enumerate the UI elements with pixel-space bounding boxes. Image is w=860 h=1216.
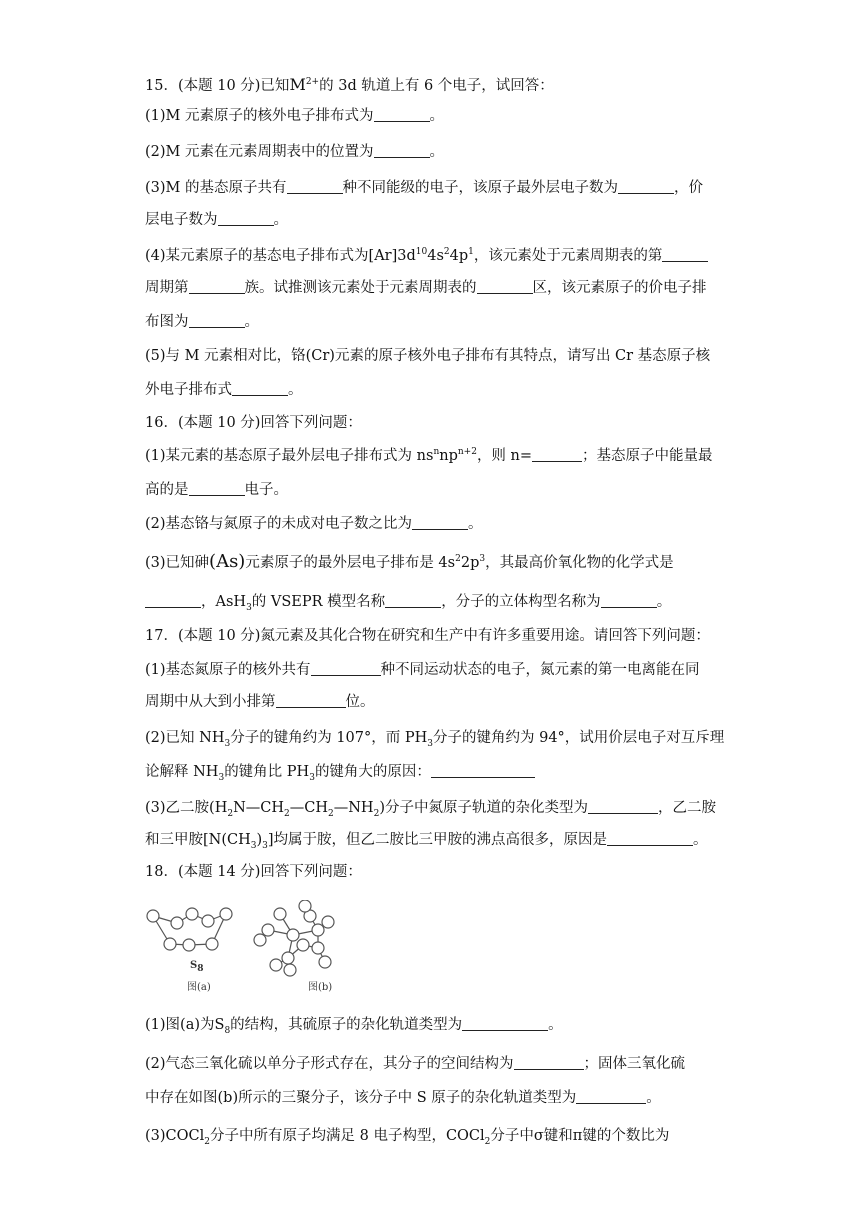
text: (1)图(a)为S — [145, 1017, 225, 1033]
fig-b-caption: 图(b) — [308, 982, 333, 993]
subscript: 8 — [197, 964, 204, 974]
q15-part5-line1 — [145, 346, 710, 366]
superscript: 3 — [479, 554, 486, 565]
answer-blank[interactable] — [218, 211, 274, 226]
answer-blank[interactable] — [311, 661, 381, 676]
text: (3)COCl — [145, 1128, 205, 1144]
text: 分子的键角约为 107°，而 PH — [230, 730, 428, 746]
text: 分子中σ键和π键的个数比为 — [490, 1128, 670, 1144]
answer-blank[interactable] — [462, 1016, 548, 1031]
q18-part1 — [145, 1015, 563, 1035]
q17-heading — [145, 626, 710, 646]
q15-part3-line1 — [145, 178, 703, 198]
answer-blank[interactable] — [276, 693, 346, 708]
text: 2p — [460, 555, 480, 571]
text: 的键角大的原因： — [314, 764, 431, 780]
q17-part3-line2 — [145, 830, 708, 850]
q16-part2 — [145, 514, 483, 534]
answer-blank[interactable] — [232, 381, 288, 396]
q17-part1-line1 — [145, 660, 700, 680]
text: ]均属于胺，但乙二胺比三甲胺的沸点高很多，原因是 — [267, 832, 608, 848]
text: S — [190, 960, 198, 971]
text: 。 — [693, 832, 708, 848]
q17-part1-line2 — [145, 692, 375, 712]
text: (2)基态铬与氮原子的未成对电子数之比为 — [145, 516, 413, 532]
text: 。 — [646, 1090, 661, 1106]
answer-blank[interactable] — [618, 179, 674, 194]
subscript: 2 — [373, 808, 380, 819]
text: (1)基态氮原子的核外共有 — [145, 662, 311, 678]
text: 元素原子的最外层电子排布是 4s — [245, 555, 456, 571]
text: 的键角比 PH — [224, 764, 310, 780]
answer-blank[interactable] — [576, 1089, 646, 1104]
superscript: 10 — [415, 247, 428, 258]
text: (2)已知 NH — [145, 730, 225, 746]
subscript: 3 — [309, 772, 315, 783]
text: 布图为 — [145, 314, 189, 330]
text: N—CH — [233, 800, 285, 816]
text: 。 — [548, 1017, 563, 1033]
text: 高的是 — [145, 482, 189, 498]
text: (As) — [209, 551, 246, 572]
superscript: 2+ — [305, 77, 320, 88]
q15-part4-line2 — [145, 278, 707, 298]
molecule-structures-svg — [140, 900, 370, 1000]
text: 层电子数为 — [145, 212, 218, 228]
q18-part3 — [145, 1126, 669, 1146]
answer-blank[interactable] — [385, 593, 441, 608]
answer-blank[interactable] — [145, 593, 201, 608]
text: 。 — [656, 594, 672, 610]
text: 周期第 — [145, 280, 189, 296]
answer-blank[interactable] — [532, 447, 582, 462]
q15-part4-line3 — [145, 312, 259, 332]
subscript: 3 — [224, 738, 231, 749]
subscript: 2 — [227, 808, 234, 819]
text: ，乙二胺 — [657, 800, 716, 816]
text: 的结构，其硫原子的杂化轨道类型为 — [230, 1017, 463, 1033]
so3-trimer-atoms — [254, 900, 334, 976]
subscript: 2 — [484, 1136, 491, 1147]
fig-a-caption: 图(a) — [187, 982, 211, 993]
text: 电子。 — [244, 482, 288, 498]
text: 。 — [429, 144, 444, 160]
text: (4)某元素原子的基态电子排布式为[Ar]3d — [145, 248, 416, 264]
text: 的 VSEPR 模型名称 — [251, 594, 386, 610]
text: —CH — [289, 800, 328, 816]
answer-blank[interactable] — [189, 279, 245, 294]
subscript: 2 — [328, 808, 334, 819]
text: 15．(本题 10 分)已知 — [145, 78, 290, 94]
answer-blank[interactable] — [601, 593, 657, 608]
answer-blank[interactable] — [662, 247, 708, 262]
text: 16．(本题 10 分)回答下列问题： — [145, 415, 362, 431]
text: ，AsH — [201, 594, 247, 610]
superscript: 1 — [468, 247, 474, 258]
subscript: 8 — [224, 1025, 231, 1036]
fig-s8-label — [190, 960, 204, 974]
text: 的 3d 轨道上有 6 个电子，试回答： — [319, 78, 554, 94]
text: 周期中从大到小排第 — [145, 694, 276, 710]
q17-part2-line2 — [145, 762, 535, 782]
text: 族。试推测该元素处于元素周期表的 — [244, 280, 477, 296]
q15-part2 — [145, 142, 444, 162]
text: 种不同运动状态的电子，氮元素的第一电离能在同 — [380, 662, 700, 678]
q18-part2-line1 — [145, 1054, 685, 1074]
answer-blank[interactable] — [431, 763, 535, 778]
text: 。 — [288, 382, 303, 398]
subscript: 3 — [262, 840, 268, 851]
q17-part2-line1 — [145, 728, 724, 748]
q18-heading — [145, 862, 362, 882]
text: ；固体三氧化硫 — [583, 1056, 686, 1072]
text: (3)已知砷 — [145, 555, 210, 571]
superscript: n — [433, 447, 440, 458]
subscript: 3 — [427, 738, 433, 749]
text: 论解释 NH — [145, 764, 219, 780]
q16-part1-line2 — [145, 480, 288, 500]
text: (5)与 M 元素相对比，铬(Cr)元素的原子核外电子排布有其特点，请写出 Cr 基态原子核 — [145, 348, 711, 364]
text: 分子中所有原子均满足 8 电子构型，COCl — [210, 1128, 485, 1144]
answer-blank[interactable] — [477, 279, 533, 294]
text: (1)M 元素原子的核外电子排布式为 — [145, 108, 374, 124]
text: (2)M 元素在元素周期表中的位置为 — [145, 144, 374, 160]
text: M — [289, 75, 306, 94]
answer-blank[interactable] — [412, 515, 468, 530]
q15-part4-line1 — [145, 246, 708, 266]
text: ) — [256, 832, 263, 848]
q16-part3-line2 — [145, 592, 671, 612]
molecule-figure — [140, 900, 370, 1000]
text: 4s — [427, 248, 444, 264]
text: 。 — [468, 516, 483, 532]
superscript: 2 — [443, 247, 450, 258]
subscript: 2 — [284, 808, 290, 819]
text: ；基态原子中能量最 — [582, 448, 713, 464]
subscript: 3 — [218, 772, 225, 783]
text: 4p — [449, 248, 469, 264]
answer-blank[interactable] — [588, 799, 658, 814]
answer-blank[interactable] — [374, 107, 430, 122]
q15-part3-line2 — [145, 210, 288, 230]
text: (3)M 的基态原子共有 — [145, 180, 287, 196]
superscript: 2 — [455, 554, 461, 565]
text: 。 — [273, 212, 288, 228]
text: 分子的键角约为 94°，试用价层电子对互斥理 — [433, 730, 725, 746]
text: —NH — [333, 800, 374, 816]
text: ，其最高价氧化物的化学式是 — [485, 555, 674, 571]
answer-blank[interactable] — [287, 179, 343, 194]
answer-blank[interactable] — [514, 1055, 584, 1070]
q15-part5-line2 — [145, 380, 303, 400]
q16-part1-line1 — [145, 446, 713, 466]
text: (2)气态三氧化硫以单分子形式存在，其分子的空间结构为 — [145, 1056, 514, 1072]
text: 18．(本题 14 分)回答下列问题： — [145, 864, 362, 880]
subscript: 3 — [246, 602, 252, 613]
subscript: 3 — [250, 840, 257, 851]
text: 种不同能级的电子，该原子最外层电子数为 — [342, 180, 618, 196]
q17-part3-line1 — [145, 798, 716, 818]
text: 。 — [429, 108, 444, 124]
text: np — [439, 448, 458, 464]
subscript: 2 — [204, 1136, 210, 1147]
text: ，该元素处于元素周期表的第 — [473, 248, 663, 264]
text: )分子中氮原子轨道的杂化类型为 — [379, 800, 588, 816]
text: 和三甲胺[N(CH — [145, 832, 251, 848]
text: (3)乙二胺(H — [145, 800, 228, 816]
q16-part3-line1 — [145, 552, 674, 573]
text: ，则 n= — [476, 448, 533, 464]
answer-blank[interactable] — [189, 481, 245, 496]
q15-part1 — [145, 106, 444, 126]
text: ，价 — [674, 180, 703, 196]
q18-part2-line2 — [145, 1088, 661, 1108]
text: (1)某元素的基态原子最外层电子排布式为 ns — [145, 448, 434, 464]
text: 中存在如图(b)所示的三聚分子，该分子中 S 原子的杂化轨道类型为 — [145, 1090, 577, 1106]
answer-blank[interactable] — [374, 143, 430, 158]
answer-blank[interactable] — [189, 313, 245, 328]
text: ，分子的立体构型名称为 — [441, 594, 601, 610]
text: 位。 — [345, 694, 375, 710]
text: 17．(本题 10 分)氮元素及其化合物在研究和生产中有许多重要用途。请回答下列问题： — [145, 628, 710, 644]
q16-heading — [145, 413, 362, 433]
text: 。 — [244, 314, 259, 330]
answer-blank[interactable] — [607, 831, 693, 846]
superscript: n+2 — [457, 447, 477, 458]
text: 区，该元素原子的价电子排 — [532, 280, 707, 296]
text: 外电子排布式 — [145, 382, 232, 398]
q15-heading — [145, 75, 554, 96]
